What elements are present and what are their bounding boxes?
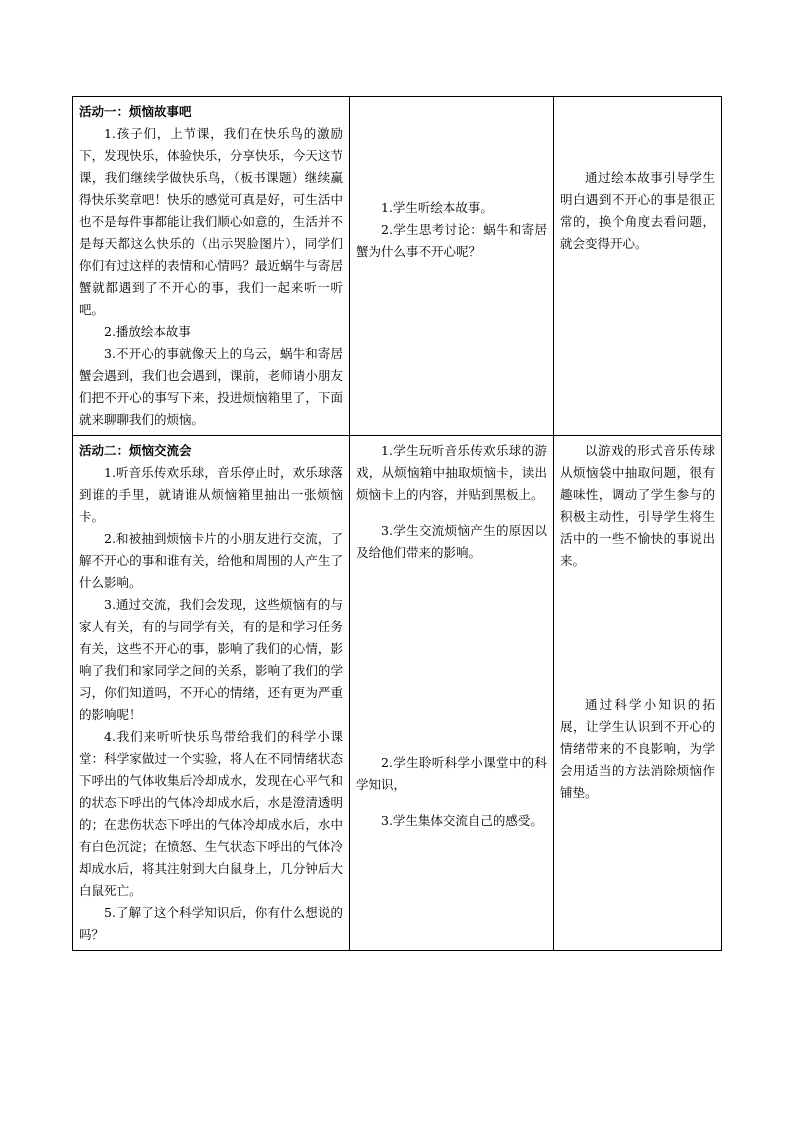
activity1-teacher-cell	[73, 97, 350, 436]
activity2-student-cell	[350, 436, 554, 951]
activity2-student-4: 3.学生集体交流自己的感受。	[381, 813, 543, 828]
activity2-step-2: 2.和被抽到烦恼卡片的小朋友进行交流，了解不开心的事和谁有关，给他和周围的人产生了什么影响。	[79, 531, 343, 590]
activity1-intent-cell	[554, 97, 722, 436]
activity2-step-5: 5.了解了这个科学知识后，你有什么想说的吗？	[79, 905, 343, 942]
activity1-step-2: 2.播放绘本故事	[104, 324, 191, 339]
activity1-step-1: 1.孩子们，上节课，我们在快乐鸟的激励下，发现快乐，体验快乐，分享快乐，今天这节课，我们继续学做快乐鸟，（板书课题）继续赢得快乐奖章吧！快乐的感觉可真是好，可生活中也不是每件事都能让我们顺心如意的，生活并不是每天都这么快乐的（出示哭脸图片），同学们你们有过这样的表情和心情吗？最近蜗牛与寄居蟹就都遇到了不开心的事，我们一起来听一听吧。	[79, 126, 343, 317]
activity2-step-4: 4.我们来听听快乐鸟带给我们的科学小课堂：科学家做过一个实验，将人在不同情绪状态下呼出的气体收集后冷却成水，发现在心平气和的状态下呼出的气体冷却成水后，水是澄清透明的；在悲伤状态下呼出的气体冷却成水后，水中有白色沉淀；在愤怒、生气状态下呼出的气体冷却成水后，将其注射到大白鼠身上，几分钟后大白鼠死亡。	[79, 729, 343, 898]
activity2-intent-1: 以游戏的形式音乐传球从烦恼袋中抽取问题，很有趣味性，调动了学生参与的积极主动性，引导学生将生活中的一些不愉快的事说出来。	[560, 443, 715, 568]
activity2-title: 活动二：烦恼交流会	[79, 443, 192, 458]
activity2-student-3: 2.学生聆听科学小课堂中的科学知识，	[356, 755, 547, 792]
activity1-student-cell	[350, 97, 554, 436]
activity1-student-1: 1.学生听绘本故事。	[381, 200, 493, 215]
activity2-student-2: 3.学生交流烦恼产生的原因以及给他们带来的影响。	[356, 523, 547, 560]
activity1-title: 活动一：烦恼故事吧	[79, 104, 192, 119]
activity2-row	[73, 436, 722, 951]
activity1-student-2: 2.学生思考讨论：蜗牛和寄居蟹为什么事不开心呢？	[356, 222, 547, 259]
activity1-intent: 通过绘本故事引导学生明白遇到不开心的事是很正常的，换个角度去看问题，就会变得开心。	[560, 170, 715, 251]
activity1-step-3: 3.不开心的事就像天上的乌云，蜗牛和寄居蟹会遇到，我们也会遇到，课前，老师请小朋友们把不开心的事写下来，投进烦恼箱里了，下面就来聊聊我们的烦恼。	[79, 346, 343, 427]
activity2-step-3: 3.通过交流，我们会发现，这些烦恼有的与家人有关，有的与同学有关，有的是和学习任务有关，这些不开心的事，影响了我们的心情，影响了我们和家同学之间的关系，影响了我们的学习，你们知道吗，不开心的情绪，还有更为严重的影响呢！	[79, 597, 343, 722]
activity2-intent-cell	[554, 436, 722, 951]
activity2-student-1: 1.学生玩听音乐传欢乐球的游戏，从烦恼箱中抽取烦恼卡，读出烦恼卡上的内容，并贴到黑板上。	[356, 443, 547, 502]
activity1-row	[73, 97, 722, 436]
activity2-teacher-cell	[73, 436, 350, 951]
activity2-intent-2: 通过科学小知识的拓展，让学生认识到不开心的情绪带来的不良影响，为学会用适当的方法消除烦恼作铺垫。	[560, 697, 715, 800]
lesson-plan-table	[72, 96, 722, 951]
activity2-step-1: 1.听音乐传欢乐球，音乐停止时，欢乐球落到谁的手里，就请谁从烦恼箱里抽出一张烦恼卡。	[79, 465, 343, 524]
